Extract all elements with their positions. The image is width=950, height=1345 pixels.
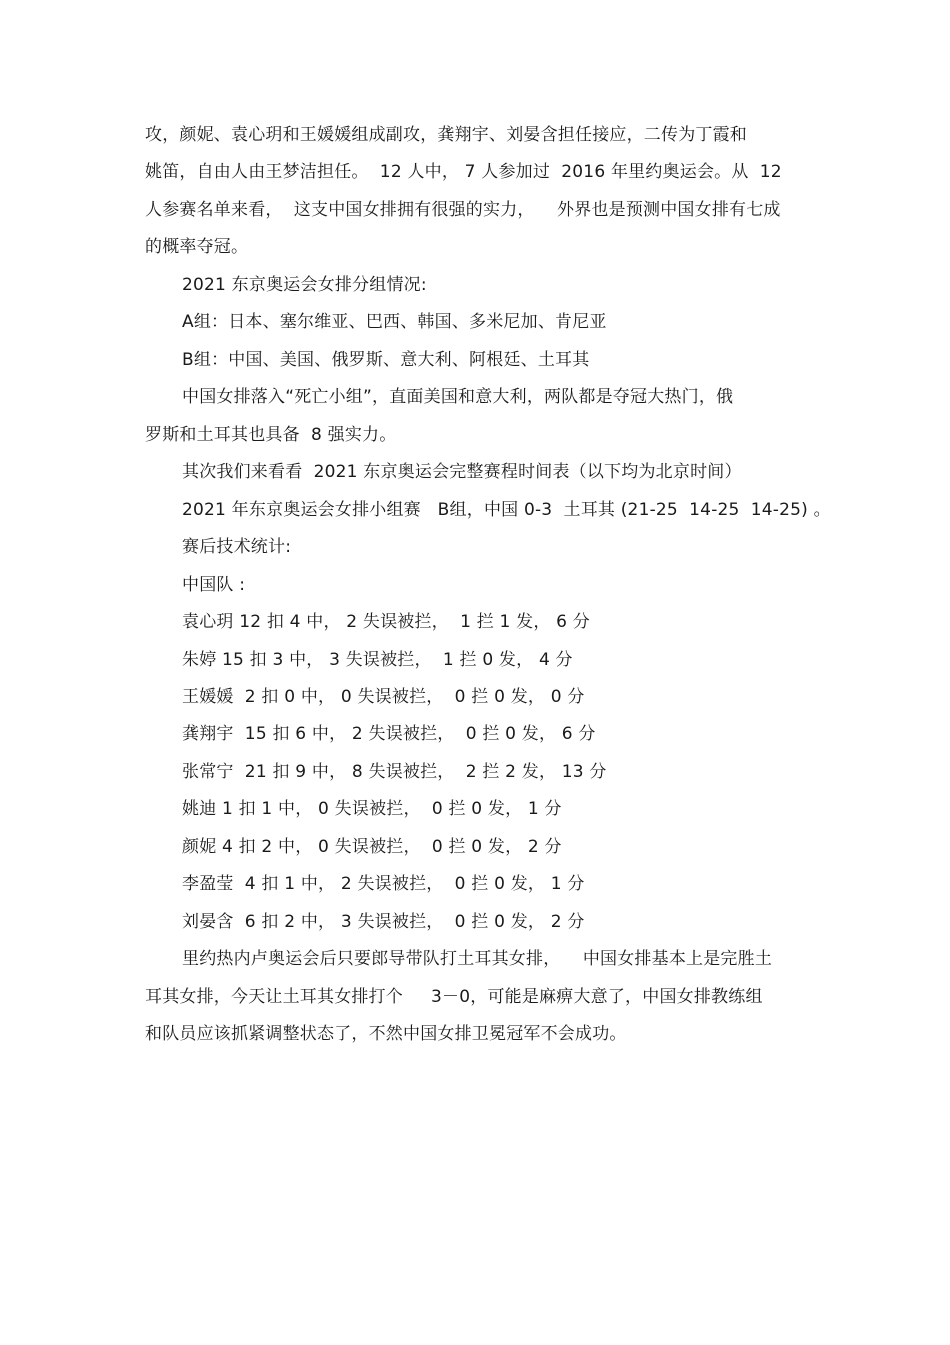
paragraph-line-1: 攻，颜妮、袁心玥和王媛媛组成副攻，龚翔宇、刘晏含担任接应，二传为丁霞和 [145,125,747,145]
schedule-intro: 其次我们来看看 2021 东京奥运会完整赛程时间表（以下均为北京时间） [182,462,742,482]
paragraph-line-3: 人参赛名单来看， 这支中国女排拥有很强的实力， 外界也是预测中国女排有七成 [145,200,781,220]
team-label: 中国队 : [182,575,246,595]
group-a: A组：日本、塞尔维亚、巴西、韩国、多米尼加、肯尼亚 [182,312,607,332]
paragraph-line-24: 耳其女排，今天让土耳其女排打个 3－0，可能是麻痹大意了，中国女排教练组 [145,987,763,1007]
paragraph-line-2: 姚笛，自由人由王梦洁担任。 12 人中， 7 人参加过 2016 年里约奥运会。从 12 [145,162,782,182]
player-stat-line: 刘晏含 6 扣 2 中， 3 失误被拦， 0 拦 0 发， 2 分 [182,912,585,932]
player-stat-line: 姚迪 1 扣 1 中， 0 失误被拦， 0 拦 0 发， 1 分 [182,799,562,819]
player-stat-line: 王媛媛 2 扣 0 中， 0 失误被拦， 0 拦 0 发， 0 分 [182,687,585,707]
paragraph-line-23: 里约热内卢奥运会后只要郎导带队打土耳其女排， 中国女排基本上是完胜土 [182,949,773,969]
group-heading: 2021 东京奥运会女排分组情况: [182,275,427,295]
match-result: 2021 年东京奥运会女排小组赛 B组，中国 0-3 土耳其 (21-25 14-25 14-25) 。 [182,500,831,520]
player-stat-line: 朱婷 15 扣 3 中， 3 失误被拦， 1 拦 0 发， 4 分 [182,650,573,670]
player-stat-line: 龚翔宇 15 扣 6 中， 2 失误被拦， 0 拦 0 发， 6 分 [182,724,596,744]
player-stat-line: 袁心玥 12 扣 4 中， 2 失误被拦， 1 拦 1 发， 6 分 [182,612,590,632]
paragraph-line-8: 中国女排落入“死亡小组”，直面美国和意大利，两队都是夺冠大热门，俄 [182,387,734,407]
player-stat-line: 李盈莹 4 扣 1 中， 2 失误被拦， 0 拦 0 发， 1 分 [182,874,585,894]
paragraph-line-4: 的概率夺冠。 [145,237,249,257]
player-stat-line: 张常宁 21 扣 9 中， 8 失误被拦， 2 拦 2 发， 13 分 [182,762,607,782]
stats-heading: 赛后技术统计: [182,537,292,557]
paragraph-line-9: 罗斯和土耳其也具备 8 强实力。 [145,425,397,445]
paragraph-line-25: 和队员应该抓紧调整状态了，不然中国女排卫冕冠军不会成功。 [145,1024,627,1044]
player-stat-line: 颜妮 4 扣 2 中， 0 失误被拦， 0 拦 0 发， 2 分 [182,837,562,857]
group-b: B组：中国、美国、俄罗斯、意大利、阿根廷、土耳其 [182,350,590,370]
